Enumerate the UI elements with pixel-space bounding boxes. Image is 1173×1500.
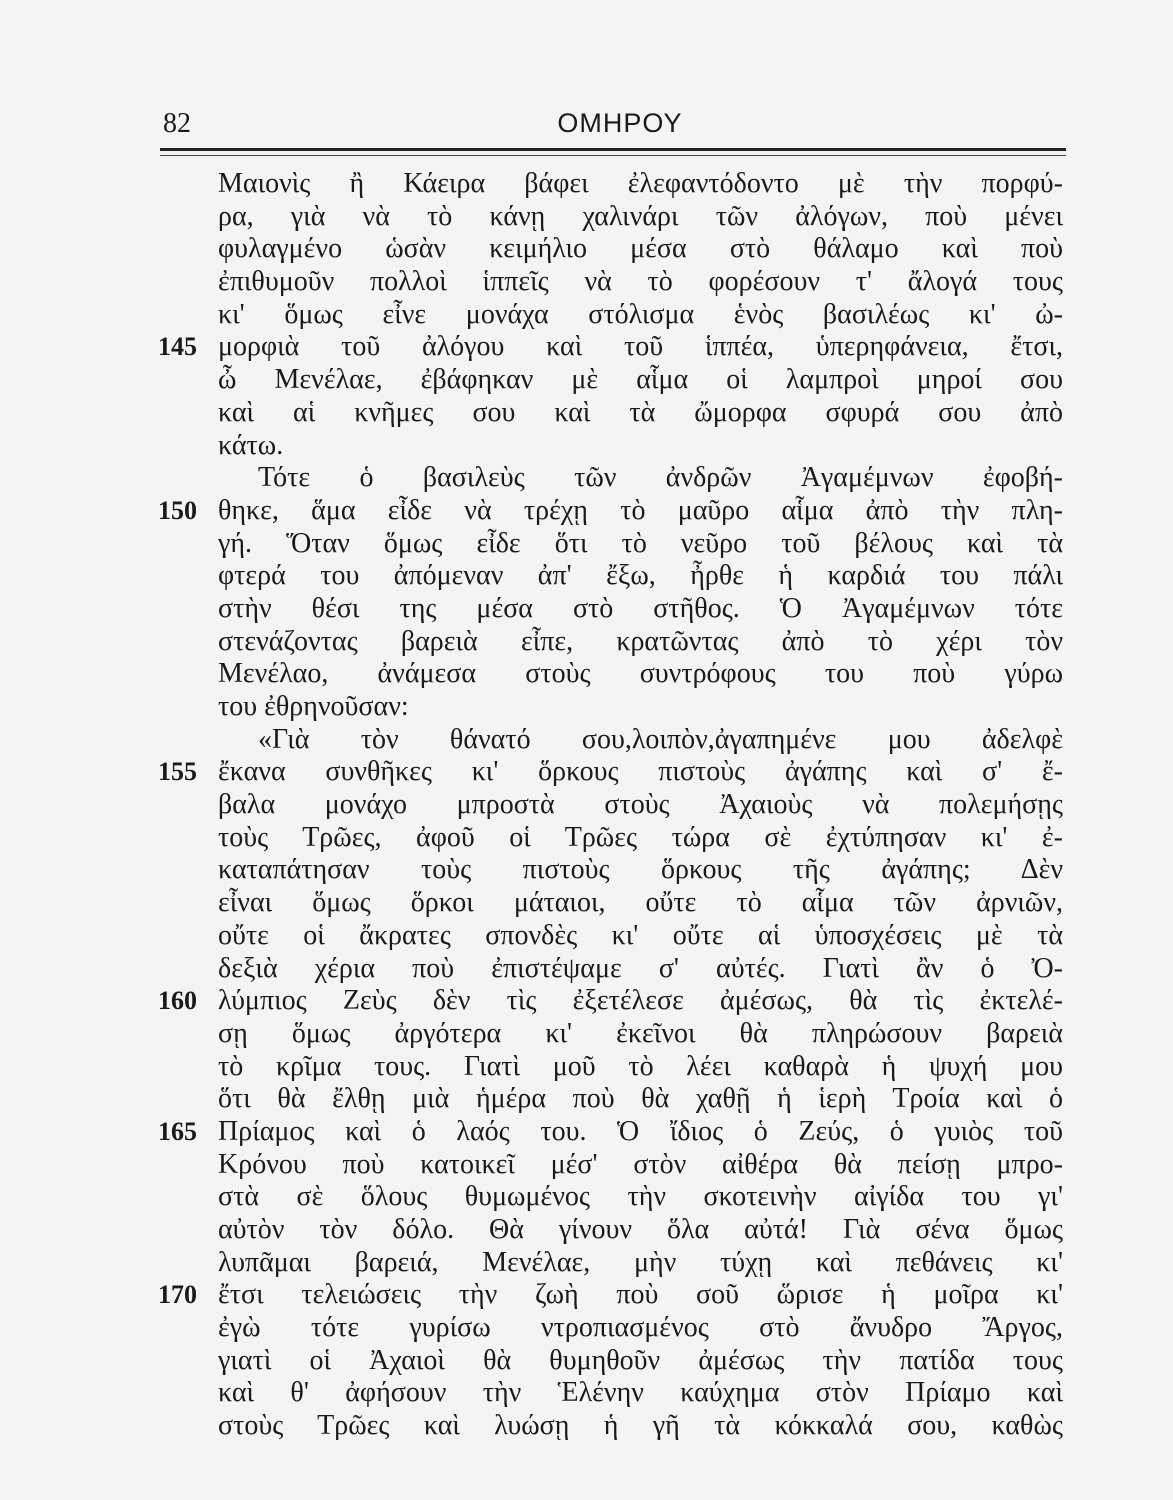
text-line <box>158 1279 1063 1312</box>
text-line <box>218 1018 1063 1051</box>
line-text: τοὺς Τρῶες, ἀφοῦ οἱ Τρῶες τώρα σὲ ἐχτύπησαν κι' ἐ- <box>218 821 1063 853</box>
line-text: δεξιὰ χέρια ποὺ ἐπιστέψαμε σ' αὐτές. Γιατὶ ἂν ὁ Ὀ- <box>218 952 1063 984</box>
text-line <box>158 985 1063 1018</box>
text-line <box>218 953 1063 986</box>
line-text: καταπάτησαν τοὺς πιστοὺς ὅρκους τῆς ἀγάπης; Δὲν <box>218 854 1063 886</box>
header-rule-thin <box>160 155 1066 156</box>
text-line <box>218 266 1063 299</box>
text-line <box>218 430 1063 463</box>
line-text: κάτω. <box>218 429 284 461</box>
line-text: γιατὶ οἱ Ἀχαιοὶ θὰ θυμηθοῦν ἀμέσως τὴν πατίδα τους <box>218 1344 1063 1376</box>
line-text: στὴν θέσι της μέσα στὸ στῆθος. Ὁ Ἀγαμέμνων τότε <box>218 592 1063 624</box>
text-line <box>218 1083 1063 1116</box>
text-line <box>218 168 1063 201</box>
line-text: λυπᾶμαι βαρειά, Μενέλαε, μὴν τύχῃ καὶ πεθάνεις κι' <box>218 1246 1063 1278</box>
text-line <box>218 1345 1063 1378</box>
text-line <box>218 920 1063 953</box>
line-text: ὅτι θὰ ἔλθῃ μιὰ ἡμέρα ποὺ θὰ χαθῇ ἡ ἱερὴ Τροία καὶ ὁ <box>218 1083 1063 1115</box>
line-text: λύμπιος Ζεὺς δὲν τὶς ἐξετέλεσε ἀμέσως, θὰ τὶς ἐκτελέ- <box>218 985 1063 1017</box>
text-line <box>218 233 1063 266</box>
line-text: στὰ σὲ ὅλους θυμωμένος τὴν σκοτεινὴν αἰγίδα του γι' <box>218 1181 1063 1213</box>
line-text: ἐπιθυμοῦν πολλοὶ ἱππεῖς νὰ τὸ φορέσουν τ' ἄλογά τους <box>218 266 1063 298</box>
text-line <box>218 1377 1063 1410</box>
text-line <box>218 1181 1063 1214</box>
text-line <box>218 560 1063 593</box>
verse-number: 150 <box>158 495 197 525</box>
line-text: σῃ ὅμως ἀργότερα κι' ἐκεῖνοι θὰ πληρώσουν βαρειὰ <box>218 1017 1063 1049</box>
text-line <box>218 1312 1063 1345</box>
running-title: ΟΜΗΡΟΥ <box>557 108 683 138</box>
verse-number: 145 <box>158 332 197 362</box>
text-line <box>218 1247 1063 1280</box>
line-text: του ἐθρηνοῦσαν: <box>218 691 409 722</box>
line-text: ἐγὼ τότε γυρίσω ντροπιασμένος στὸ ἄνυδρο Ἄργος, <box>218 1312 1063 1344</box>
text-line <box>218 1410 1063 1443</box>
verse-number: 170 <box>158 1280 197 1310</box>
text-line <box>218 528 1063 561</box>
line-text: Πρίαμος καὶ ὁ λαός του. Ὁ ἴδιος ὁ Ζεύς, ὁ γυιὸς τοῦ <box>218 1115 1063 1147</box>
text-line <box>218 854 1063 887</box>
text-line <box>158 494 1063 528</box>
line-text: ἔκανα συνθῆκες κι' ὅρκους πιστοὺς ἀγάπης καὶ σ' ἔ- <box>218 756 1063 788</box>
text-line <box>158 756 1063 789</box>
line-text: στενάζοντας βαρειὰ εἶπε, κρατῶντας ἀπὸ τὸ χέρι τὸν <box>218 625 1063 657</box>
line-text: στοὺς Τρῶες καὶ λυώσῃ ἡ γῆ τὰ κόκκαλά σου, καθὼς <box>218 1410 1063 1442</box>
line-text: θηκε, ἅμα εἶδε νὰ τρέχῃ τὸ μαῦρο αἷμα ἀπὸ τὴν πλη- <box>218 494 1063 526</box>
line-text: καὶ αἱ κνῆμες σου καὶ τὰ ὤμορφα σφυρά σου ἀπὸ <box>218 396 1063 428</box>
line-text: Μενέλαο, ἀνάμεσα στοὺς συντρόφους του ποὺ γύρω <box>218 658 1063 690</box>
text-line <box>218 887 1063 920</box>
text-line <box>158 331 1063 364</box>
text-line <box>218 1214 1063 1247</box>
line-text: Κρόνου ποὺ κατοικεῖ μέσ' στὸν αἰθέρα θὰ πείσῃ μπρο- <box>218 1148 1063 1180</box>
line-text: ὦ Μενέλαε, ἐβάφηκαν μὲ αἷμα οἱ λαμπροὶ μηροί σου <box>218 364 1063 396</box>
line-text: κι' ὅμως εἶνε μονάχα στόλισμα ἑνὸς βασιλέως κι' ὠ- <box>218 298 1063 330</box>
text-line <box>218 201 1063 234</box>
verse-number: 160 <box>158 986 197 1016</box>
text-line <box>218 789 1063 822</box>
line-text: εἶναι ὅμως ὅρκοι μάταιοι, οὔτε τὸ αἷμα τῶν ἀρνιῶν, <box>218 887 1063 919</box>
text-line <box>218 691 1063 724</box>
text-line <box>218 1149 1063 1182</box>
text-line <box>218 724 1063 757</box>
page-body-text <box>158 168 1063 1443</box>
line-text: Μαιονὶς ἢ Κάειρα βάφει ἐλεφαντόδοντο μὲ τὴν πορφύ- <box>218 168 1063 199</box>
line-text: καὶ θ' ἀφήσουν τὴν Ἑλένην καύχημα στὸν Πρίαμο καὶ <box>218 1377 1063 1409</box>
line-text: «Γιὰ τὸν θάνατό σου,λοιπὸν,ἀγαπημένε μου ἀδελφὲ <box>258 723 1063 755</box>
text-line <box>218 299 1063 332</box>
header-rule <box>160 148 1066 151</box>
page-number: 82 <box>163 108 191 139</box>
line-text: γή. Ὅταν ὅμως εἶδε ὅτι τὸ νεῦρο τοῦ βέλους καὶ τὰ <box>218 527 1063 559</box>
line-text: φυλαγμένο ὡσὰν κειμήλιο μέσα στὸ θάλαμο καὶ ποὺ <box>218 233 1063 265</box>
verse-number: 165 <box>158 1116 197 1146</box>
text-line <box>218 397 1063 430</box>
text-line <box>218 1051 1063 1084</box>
line-text: βαλα μονάχο μπροστὰ στοὺς Ἀχαιοὺς νὰ πολεμήσῃς <box>218 789 1063 821</box>
text-line <box>218 364 1063 397</box>
line-text: φτερά του ἀπόμεναν ἀπ' ἔξω, ἦρθε ἡ καρδιά του πάλι <box>218 560 1063 592</box>
line-text: οὔτε οἱ ἄκρατες σπονδὲς κι' οὔτε αἱ ὑποσχέσεις μὲ τὰ <box>218 919 1063 951</box>
text-line <box>158 1115 1063 1149</box>
text-line <box>218 462 1063 495</box>
line-text: τὸ κρῖμα τους. Γιατὶ μοῦ τὸ λέει καθαρὰ ἡ ψυχή μου <box>218 1050 1063 1082</box>
verse-number: 155 <box>158 757 197 787</box>
line-text: Τότε ὁ βασιλεὺς τῶν ἀνδρῶν Ἀγαμέμνων ἐφοβή- <box>258 462 1063 494</box>
text-line <box>218 626 1063 659</box>
text-line <box>218 822 1063 855</box>
line-text: αὐτὸν τὸν δόλο. Θὰ γίνουν ὅλα αὐτά! Γιὰ σένα ὅμως <box>218 1214 1063 1245</box>
line-text: ἔτσι τελειώσεις τὴν ζωὴ ποὺ σοῦ ὥρισε ἡ μοῖρα κι' <box>218 1279 1063 1311</box>
line-text: μορφιὰ τοῦ ἀλόγου καὶ τοῦ ἱππέα, ὑπερηφάνεια, ἔτσι, <box>218 331 1063 363</box>
line-text: ρα, γιὰ νὰ τὸ κάνῃ χαλινάρι τῶν ἀλόγων, ποὺ μένει <box>218 200 1063 232</box>
text-line <box>218 593 1063 626</box>
text-line <box>218 658 1063 691</box>
